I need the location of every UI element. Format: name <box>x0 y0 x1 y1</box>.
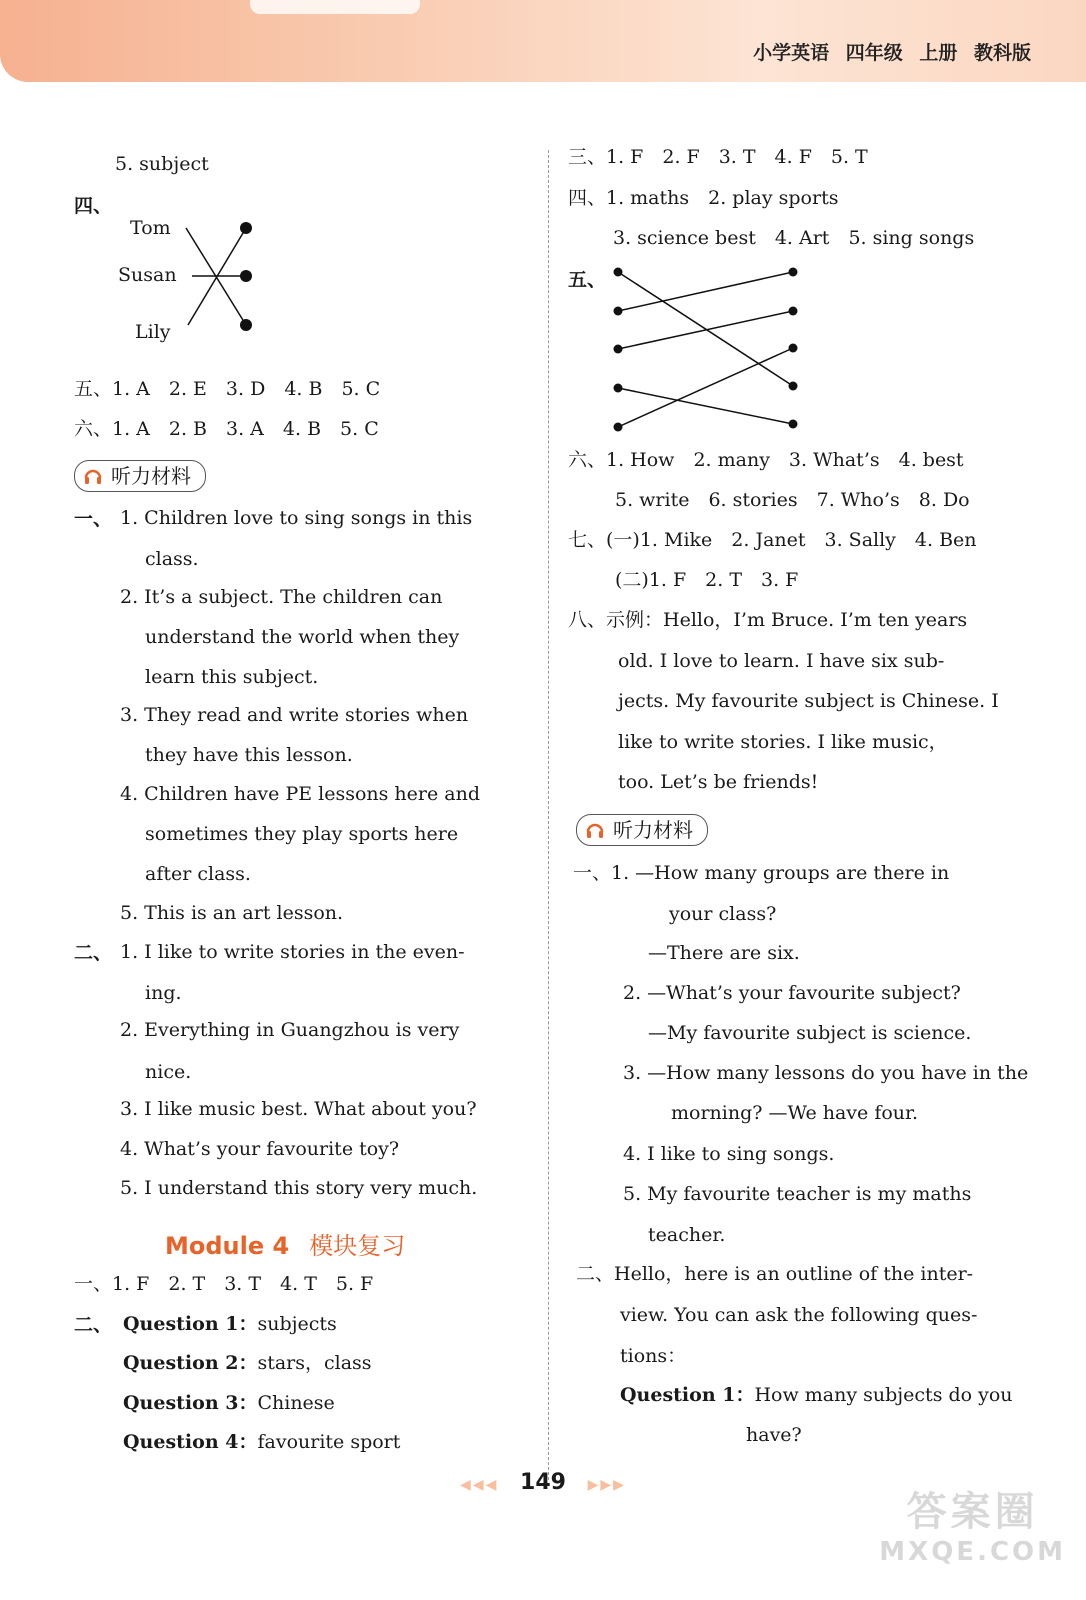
text-line: 3. I like music best. What about you? <box>120 1098 477 1120</box>
match-dot <box>240 270 252 282</box>
text-line: 3. They read and write stories when <box>120 704 469 726</box>
text-line: view. You can ask the following ques- <box>620 1304 978 1326</box>
answer-line: 六、1. How 2. many 3. What’s 4. best <box>568 449 964 471</box>
match-dot <box>614 423 623 432</box>
text-line: like to write stories. I like music， <box>618 731 948 753</box>
watermark-line1: 答案圈 <box>906 1489 1039 1535</box>
answer-line: 六、1. A 2. B 3. A 4. B 5. C <box>74 418 379 440</box>
match-name-tom: Tom <box>130 217 171 239</box>
module-title-cn: 模块复习 <box>309 1232 406 1260</box>
question-line <box>123 1351 372 1375</box>
text-line: teacher. <box>648 1224 726 1246</box>
text-line: 1. Children love to sing songs in this <box>120 507 473 529</box>
match-dot <box>789 307 798 316</box>
right-arrows-icon: ▶▶▶ <box>587 1477 626 1493</box>
text-line: class. <box>145 548 199 570</box>
question-line <box>620 1383 1013 1407</box>
question-text: How many subjects do you <box>754 1384 1013 1406</box>
matching-lines-right <box>548 0 549 1</box>
text-line: 1. I like to write stories in the even- <box>120 941 465 963</box>
text-line: 5. This is an art lesson. <box>120 902 344 924</box>
question-line <box>123 1312 337 1336</box>
matching-lines-left <box>0 0 1 1</box>
text-line: sometimes they play sports here <box>145 823 459 845</box>
match-dot <box>614 307 623 316</box>
question-label: Question 1： <box>123 1313 258 1335</box>
match-dot <box>789 420 798 429</box>
listening-material-label: 听力材料 <box>613 818 693 842</box>
watermark <box>879 1480 1066 1567</box>
answer-line: 五、1. A 2. E 3. D 4. B 5. C <box>74 378 381 400</box>
section-label: 二、 <box>74 942 113 964</box>
watermark-line2: MXQE.COM <box>879 1537 1066 1567</box>
text-line: learn this subject. <box>145 666 319 688</box>
answer-line: 三、1. F 2. F 3. T 4. F 5. T <box>568 146 868 168</box>
answer-line: 七、(一)1. Mike 2. Janet 3. Sally 4. Ben <box>568 529 977 551</box>
answer-line: 5. write 6. stories 7. Who’s 8. Do <box>615 489 970 511</box>
column-divider <box>548 150 549 1480</box>
listening-material-label: 听力材料 <box>111 464 191 488</box>
question-line <box>123 1430 400 1454</box>
text-line: they have this lesson. <box>145 744 353 766</box>
match-dot <box>240 319 252 331</box>
section-label: 二、 <box>74 1314 113 1336</box>
text-line: 2. Everything in Guangzhou is very <box>120 1019 460 1041</box>
text-line: have? <box>746 1424 802 1446</box>
text-line: old. I love to learn. I have six sub- <box>618 650 945 672</box>
text-line: understand the world when they <box>145 626 460 648</box>
page-number: 149 <box>520 1470 566 1495</box>
question-answer: favourite sport <box>257 1431 401 1453</box>
text-line: 4. Children have PE lessons here and <box>120 783 480 805</box>
answer-line: 一、1. F 2. T 3. T 4. T 5. F <box>74 1273 374 1295</box>
banner-tab <box>250 0 420 14</box>
text-line: 八、示例：Hello，I’m Bruce. I’m ten years <box>568 609 968 631</box>
question-label: Question 1： <box>620 1384 755 1406</box>
question-line <box>123 1391 335 1415</box>
text-line: —My favourite subject is science. <box>648 1022 972 1044</box>
header-banner <box>0 0 1086 82</box>
answer-line: 5. subject <box>115 153 209 175</box>
answer-line: (二)1. F 2. T 3. F <box>615 569 799 591</box>
match-line <box>618 311 793 349</box>
text-line: ing. <box>145 982 182 1004</box>
text-line: 4. What’s your favourite toy? <box>120 1138 400 1160</box>
match-dot <box>614 384 623 393</box>
text-line: 二、Hello，here is an outline of the inter- <box>576 1263 974 1285</box>
left-arrows-icon: ◀◀◀ <box>460 1477 499 1493</box>
header-title: 小学英语 四年级 上册 教科版 <box>753 42 1031 64</box>
section-label: 一、 <box>74 508 113 530</box>
text-line: tions： <box>620 1345 687 1367</box>
text-line: 2. —What’s your favourite subject? <box>623 982 961 1004</box>
text-line: 3. —How many lessons do you have in the <box>623 1062 1029 1084</box>
match-dot <box>614 268 623 277</box>
text-line: 5. My favourite teacher is my maths <box>623 1183 972 1205</box>
question-label: Question 2： <box>123 1352 258 1374</box>
question-answer: stars，class <box>257 1352 372 1374</box>
match-line <box>618 272 793 311</box>
question-label: Question 4： <box>123 1431 258 1453</box>
match-dot <box>789 382 798 391</box>
section-label: 五、 <box>568 269 607 291</box>
module-title <box>165 1226 405 1261</box>
match-line <box>618 348 793 427</box>
match-line <box>618 388 793 424</box>
question-answer: subjects <box>257 1313 337 1335</box>
text-line: 5. I understand this story very much. <box>120 1177 478 1199</box>
text-line: morning? —We have four. <box>671 1102 919 1124</box>
match-name-lily: Lily <box>135 321 171 343</box>
section-label: 四、 <box>74 195 113 217</box>
text-line: 4. I like to sing songs. <box>623 1143 835 1165</box>
match-dot <box>789 268 798 277</box>
listening-material-pill <box>74 460 206 492</box>
question-label: Question 3： <box>123 1392 258 1414</box>
headphones-icon <box>83 466 103 486</box>
text-line: too. Let’s be friends! <box>618 771 819 793</box>
module-title-en: Module 4 <box>165 1232 290 1260</box>
text-line: —There are six. <box>648 942 800 964</box>
headphones-icon <box>585 820 605 840</box>
text-line: after class. <box>145 863 251 885</box>
text-line: 一、1. —How many groups are there in <box>573 862 950 884</box>
question-answer: Chinese <box>257 1392 335 1414</box>
match-line <box>618 272 793 386</box>
text-line: 2. It’s a subject. The children can <box>120 586 443 608</box>
listening-material-pill <box>576 814 708 846</box>
match-dot <box>789 344 798 353</box>
text-line: your class? <box>669 903 777 925</box>
match-name-susan: Susan <box>118 264 177 286</box>
text-line: nice. <box>145 1061 192 1083</box>
text-line: jects. My favourite subject is Chinese. I <box>618 690 999 712</box>
match-dot <box>614 345 623 354</box>
answer-line: 四、1. maths 2. play sports <box>568 187 839 209</box>
match-dot <box>240 222 252 234</box>
answer-line: 3. science best 4. Art 5. sing songs <box>613 227 975 249</box>
